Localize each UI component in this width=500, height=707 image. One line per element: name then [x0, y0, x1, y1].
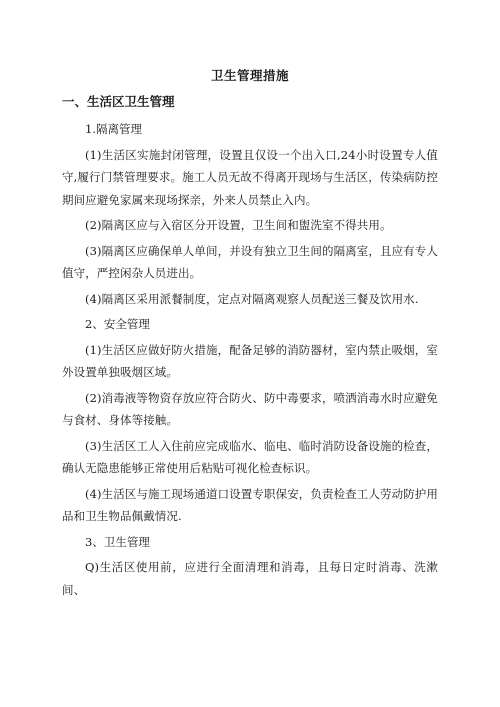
document-title: 卫生管理措施 [210, 68, 289, 83]
paragraph: Q)生活区使用前，应进行全面清理和消毒，且每日定时消毒、洗漱间、 [62, 560, 438, 597]
paragraph: (2)隔离区应与入宿区分开设置，卫生间和盥洗室不得共用。 [85, 218, 392, 232]
paragraph: (2)消毒液等物资存放应符合防火、防中毒要求，喷洒消毒水时应避免与食材、身体等接触。 [62, 390, 438, 427]
paragraph: (1)生活区实施封闭管理，设置且仅设一个出入口,24小时设置专人值守,履行门禁管理要求。施工人员无故不得离开现场与生活区，传染病防控期间应避免家属来现场探亲，外来人员禁止入内。 [62, 147, 439, 207]
section-heading: 一、生活区卫生管理 [62, 94, 175, 109]
paragraph: (4)隔离区采用派餐制度，定点对隔离观察人员配送三餐及饮用水. [85, 291, 419, 306]
subsection-heading-hygiene: 3、卫生管理 [85, 534, 150, 549]
paragraph: (3)生活区工人入住前应完成临水、临电、临时消防设备设施的检查，确认无隐患能够正常使用后粘贴可视化检查标识。 [62, 438, 438, 475]
paragraph: (4)生活区与施工现场通道口设置专职保安，负责检查工人劳动防护用品和卫生物品佩戴情况. [62, 486, 438, 523]
subsection-heading-isolation: 1.隔离管理 [85, 122, 142, 136]
paragraph: (3)隔离区应确保单人单间，并设有独立卫生间的隔离室，且应有专人值守，严控闲杂人员进出。 [62, 243, 438, 280]
subsection-heading-safety: 2、安全管理 [85, 317, 150, 331]
document-body [62, 118, 438, 604]
paragraph: (1)生活区应做好防火措施，配备足够的消防器材，室内禁止吸烟，室外设置单独吸烟区域。 [62, 342, 438, 379]
